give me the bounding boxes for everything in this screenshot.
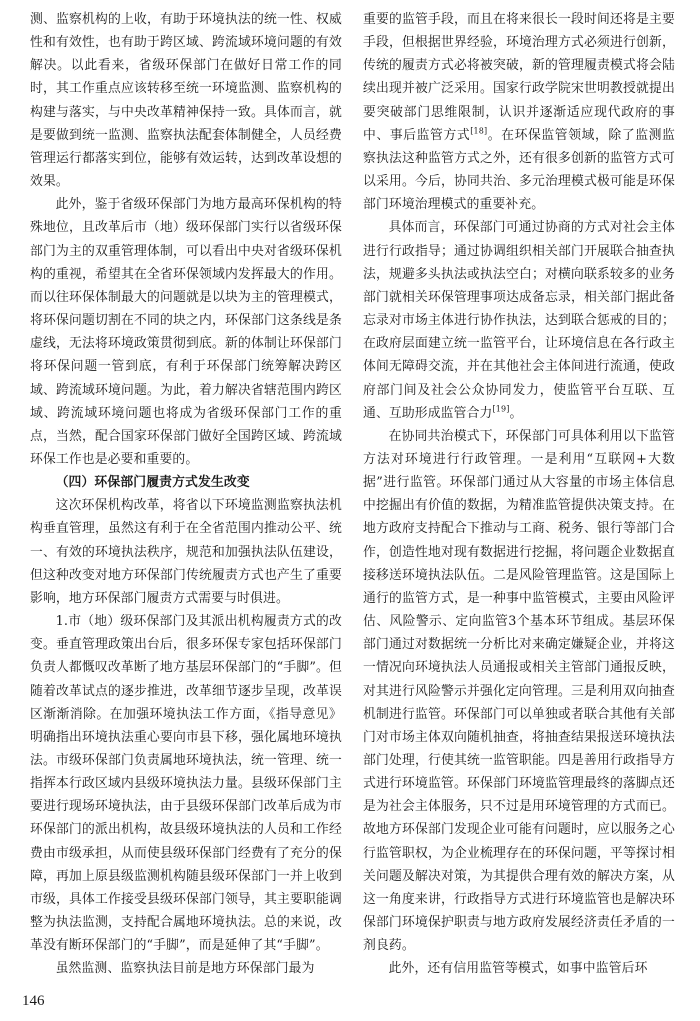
- citation-19: [19]: [492, 404, 510, 414]
- left-paragraph-5: 虽然监测、监察执法目前是地方环保部门最为: [55, 961, 315, 977]
- right-paragraph-2-text-b: 。: [509, 405, 523, 421]
- right-paragraph-2: [363, 216, 675, 424]
- left-column: [30, 8, 342, 981]
- right-paragraph-3: 在协同共治模式下，环保部门可具体利用以下监管方法对环境进行行政管理。一是利用“互联网+大数据”进行监管。环保部门通过从大容量的市场主体信息中挖掘出有价值的数据，为精准监管提供决策支持。在地方政府支持配合下推动与工商、税务、银行等部门合作，创造性地对现有数据进行挖掘，将问题企业数据直接移送环境执法队伍。二是风险管理监管。这是国际上通行的监管方式，是一种事中监管模式，主要由风险评估、风险警示、定向监管3个基本环节组成。基层环保部门通过对数据统一分析比对来确定嫌疑企业，并将这一情况向环境执法人员通报或相关主管部门通报反映，对其进行风险警示并强化定向管理。三是利用双向抽查机制进行监管。环保部门可以单独或者联合其他有关部门对市场主体双向随机抽查，将抽查结果报送环境执法部门处理，行使其统一监管职能。四是善用行政指导方式进行环境监管。环保部门环境监管理最终的落脚点还是为社会主体服务，只不过是用环境管理的方式而已。故地方环保部门发现企业可能有问题时，应以服务之心行监管职权，为企业梳理存在的环保问题，平等探讨相关问题及解决对策，为其提供合理有效的解决方案，从这一角度来讲，行政指导方式进行环境监管也是解决环保部门环境保护职责与地方政府发展经济责任矛盾的一剂良药。: [363, 428, 675, 954]
- left-paragraph-4: 1.市（地）级环保部门及其派出机构履责方式的改变。垂直管理政策出台后，很多环保专家包括环保部门负责人都慨叹改革断了地方基层环保部门的“手脚”。但随着改革试点的逐步推进，改革细节逐步呈现，改革误区渐渐消除。在加强环境执法工作方面，《指导意见》明确指出环境执法重心要向市县下移，强化属地环境执法。市级环保部门负责属地环境执法，统一管理、统一指挥本行政区域内县级环境执法力量。县级环保部门主要进行现场环境执法，由于县级环保部门改革后成为市环保部门的派出机构，故县级环境执法的人员和工作经费由市级承担，从而使县级环保部门经费有了充分的保障，再加上原县级监测机构随县级环保部门一并上收到市级，具体工作接受县级环保部门领导，其主要职能调整为执法监测，支持配合属地环境执法。总的来说，改革没有断环保部门的“手脚”，而是延伸了其“手脚”。: [30, 614, 342, 954]
- right-paragraph-4: 此外，还有信用监管等模式，如事中监管后环: [388, 961, 648, 977]
- left-paragraph-3: 这次环保机构改革，将省以下环境监测监察执法机构垂直管理，虽然这有利于在全省范围内推动公平、统一、有效的环境执法秩序，规范和加强执法队伍建设，但这种改变对地方环保部门传统履责方式也产生了重要影响，地方环保部门履责方式需要与时俱进。: [30, 498, 342, 606]
- right-paragraph-1-text: 重要的监管手段，而且在将来很长一段时间还将是主要手段，但根据世界经验，环境治理方式必须进行创新，传统的履责方式必将被突破，新的管理履责模式将会陆续出现并被广泛采用。国家行政学院宋世明教授就提出要突破部门思维限制，认识并逐渐适应现代政府的事中、事后监管方式: [363, 12, 675, 143]
- citation-18: [18]: [470, 126, 488, 136]
- section-heading: （四）环保部门履责方式发生改变: [55, 475, 250, 491]
- page-number: 146: [22, 993, 45, 1009]
- right-paragraph-1: [363, 8, 675, 216]
- right-paragraph-1-text-b: 。在环保监管领域，除了监测监察执法这种监管方式之外，还有很多创新的监管方式可以采用。今后，协同共治、多元治理模式极可能是环保部门环境治理模式的重要补充。: [363, 127, 675, 213]
- right-paragraph-2-text: 具体而言，环保部门可通过协商的方式对社会主体进行行政指导；通过协调组织相关部门开展联合抽查执法，规避多头执法或执法空白；对横向联系较多的业务部门就相关环保管理事项达成备忘录，相关部门据此备忘录对市场主体进行协作执法，达到联合惩戒的目的；在政府层面建立统一监管平台，让环境信息在各行政主体间无障碍交流，并在其他社会主体间进行流通，使政府部门间及社会公众协同发力，使监管平台互联、互通、互助形成监管合力: [363, 220, 675, 421]
- left-paragraph-1: 测、监察机构的上收，有助于环境执法的统一性、权威性和有效性，也有助于跨区域、跨流域环境问题的有效解决。以此看来，省级环保部门在做好日常工作的同时，其工作重点应该转移至统一环境监测、监察机构的构建与落实，与中央改革精神保持一致。具体而言，就是要做到统一监测、监察执法配套体制健全，人员经费管理运行都落实到位，能够有效运转，达到改革设想的效果。: [30, 12, 342, 190]
- left-paragraph-2: 此外，鉴于省级环保部门为地方最高环保机构的特殊地位，且改革后市（地）级环保部门实行以省级环保部门为主的双重管理体制，可以看出中央对省级环保机构的重视，希望其在全省环保领域内发挥最大的作用。而以往环保体制最大的问题就是以块为主的管理模式，将环保问题切割在不同的块之内，环保部门这条线是条虚线，无法将环境政策贯彻到底。新的体制让环保部门将环保问题一管到底，有利于环保部门统筹解决跨区域、跨流域环境问题。为此，着力解决省辖范围内跨区域、跨流域环境问题也将成为省级环保部门工作的重点，当然，配合国家环保部门做好全国跨区域、跨流域环保工作也是必要和重要的。: [30, 197, 342, 467]
- right-column: [363, 8, 675, 981]
